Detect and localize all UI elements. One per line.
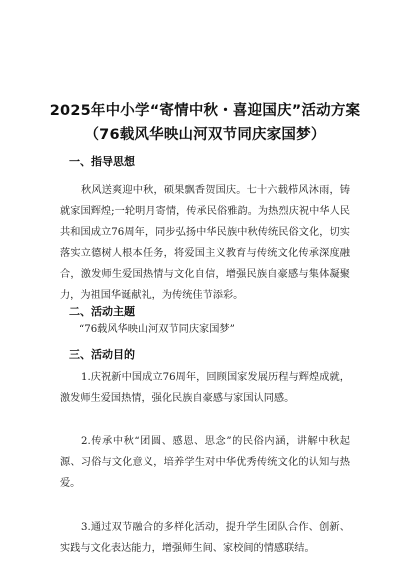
document-title: 2025年中小学“寄情中秋・喜迎国庆”活动方案 — [49, 103, 361, 119]
section-heading-purpose: 三、活动目的 — [69, 348, 135, 361]
purpose-item-3: 3.通过双节融合的多样化活动，提升学生团队合作、创新、实践与文化表达能力，增强师生间、家校间的情感联结。 — [60, 522, 350, 554]
guiding-ideology-paragraph: 秋风送爽迎中秋，硕果飘香贺国庆。七十六载栉风沐雨，铸就家国辉煌;一轮明月寄情，传承民俗雅韵。为热烈庆祝中华人民共和国成立76周年，同步弘扬中华民族中秋传统民俗文化，切实落实立德树人根本任务，将爱国主义教育与传统文化传承深度融合，激发师生爱国热情与文化自信，增强民族自豪感与集体凝聚力，为祖国华诞献礼，为传统佳节添彩。 — [60, 185, 350, 301]
activity-theme-text: “76载风华映山河双节同庆家国梦” — [79, 324, 235, 335]
purpose-item-1: 1.庆祝新中国成立76周年，回顾国家发展历程与辉煌成就，激发师生爱国热情，强化民族自豪感与家国认同感。 — [60, 372, 350, 404]
purpose-item-2: 2.传承中秋“团圆、感恩、思念”的民俗内涵，讲解中秋起源、习俗与文化意义，培养学生对中华优秀传统文化的认知与热爱。 — [60, 436, 350, 489]
section-heading-guiding-ideology: 一、指导思想 — [69, 155, 135, 168]
document-subtitle: （76载风华映山河双节同庆家国梦） — [84, 127, 326, 143]
section-heading-theme: 二、活动主题 — [69, 305, 135, 318]
